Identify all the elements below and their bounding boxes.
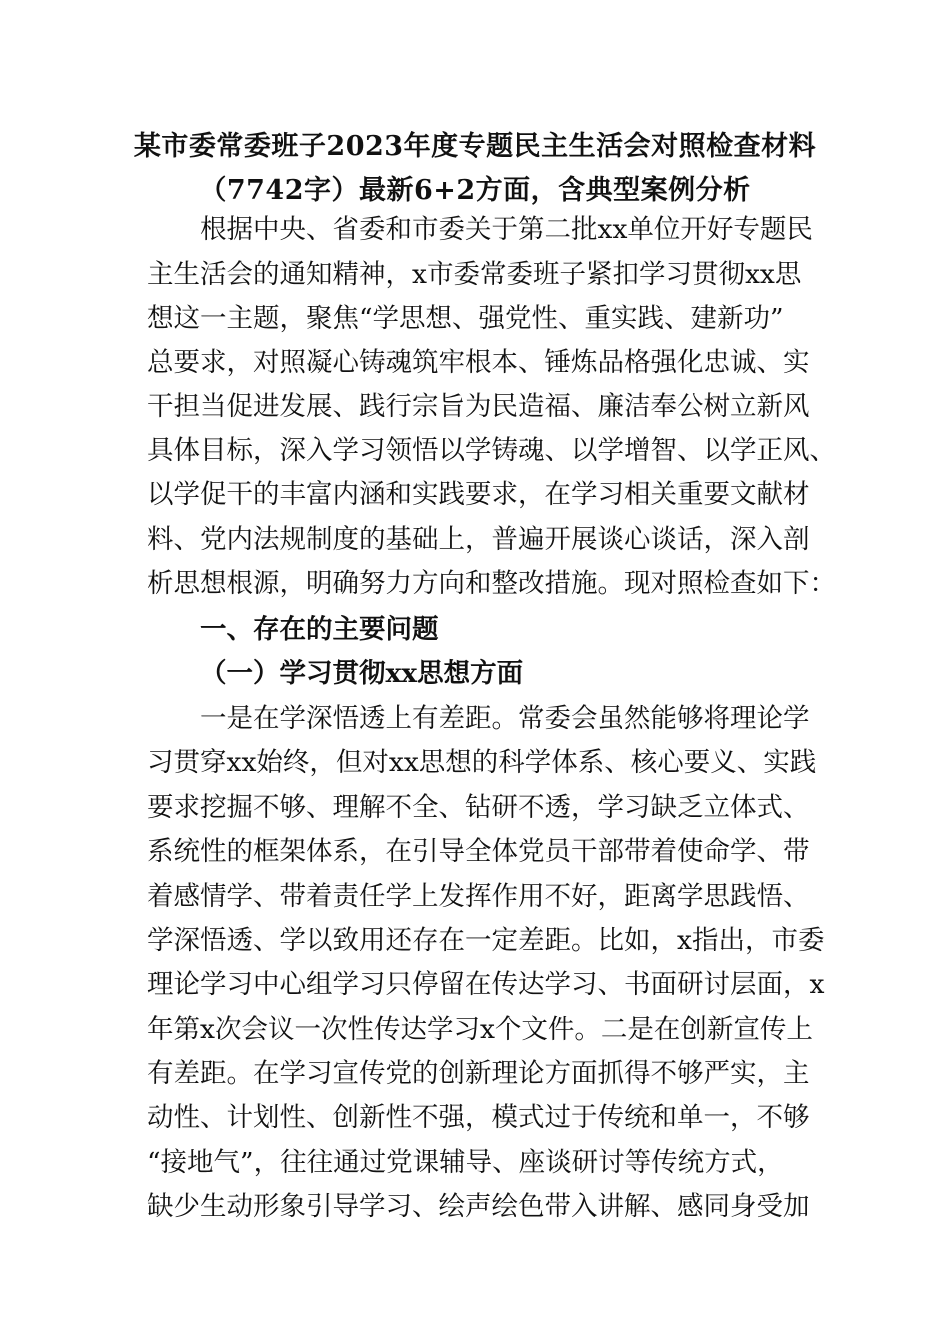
paragraph-line: 有差距。在学习宣传党的创新理论方面抓得不够严实，主: [147, 1058, 810, 1089]
paragraph-line: 以学促干的丰富内涵和实践要求，在学习相关重要文献材: [147, 479, 810, 510]
paragraph-line: 系统性的框架体系，在引导全体党员干部带着使命学、带: [147, 836, 810, 867]
paragraph-line: 着感情学、带着责任学上发挥作用不好，距离学思践悟、: [147, 881, 810, 912]
paragraph-line: 干担当促进发展、践行宗旨为民造福、廉洁奉公树立新风: [147, 391, 810, 422]
document-title-line-1: 某市委常委班子2023年度专题民主生活会对照检查材料: [133, 131, 817, 162]
paragraph-line: 理论学习中心组学习只停留在传达学习、书面研讨层面，x: [147, 969, 825, 1000]
paragraph-line: 根据中央、省委和市委关于第二批xx单位开好专题民: [200, 214, 813, 245]
paragraph-line: 年第x次会议一次性传达学习x个文件。二是在创新宣传上: [147, 1014, 813, 1045]
paragraph-line: 要求挖掘不够、理解不全、钻研不透，学习缺乏立体式、: [147, 792, 810, 823]
paragraph-line: 缺少生动形象引导学习、绘声绘色带入讲解、感同身受加: [147, 1191, 810, 1222]
paragraph-line: 动性、计划性、创新性不强，模式过于传统和单一，不够: [147, 1102, 810, 1133]
paragraph-line: 想这一主题，聚焦“学思想、强党性、重实践、建新功”: [147, 303, 784, 334]
paragraph-line: “接地气”，往往通过党课辅导、座谈研讨等传统方式，: [147, 1147, 784, 1178]
document-title-line-2: （7742字）最新6+2方面，含典型案例分析: [199, 175, 751, 206]
paragraph-line: 习贯穿xx始终，但对xx思想的科学体系、核心要义、实践: [147, 747, 817, 778]
subsection-heading: （一）学习贯彻xx思想方面: [200, 658, 524, 689]
section-heading: 一、存在的主要问题: [200, 614, 439, 645]
paragraph-line: 料、党内法规制度的基础上，普遍开展谈心谈话，深入剖: [147, 524, 810, 555]
paragraph-line: 具体目标，深入学习领悟以学铸魂、以学增智、以学正风、: [147, 435, 836, 466]
paragraph-line: 主生活会的通知精神，x市委常委班子紧扣学习贯彻xx思: [147, 259, 802, 290]
paragraph-line: 析思想根源，明确努力方向和整改措施。现对照检查如下：: [147, 568, 836, 599]
paragraph-line: 学深悟透、学以致用还存在一定差距。比如，x指出，市委: [147, 925, 825, 956]
paragraph-line: 一是在学深悟透上有差距。常委会虽然能够将理论学: [200, 703, 810, 734]
paragraph-line: 总要求，对照凝心铸魂筑牢根本、锤炼品格强化忠诚、实: [147, 347, 810, 378]
